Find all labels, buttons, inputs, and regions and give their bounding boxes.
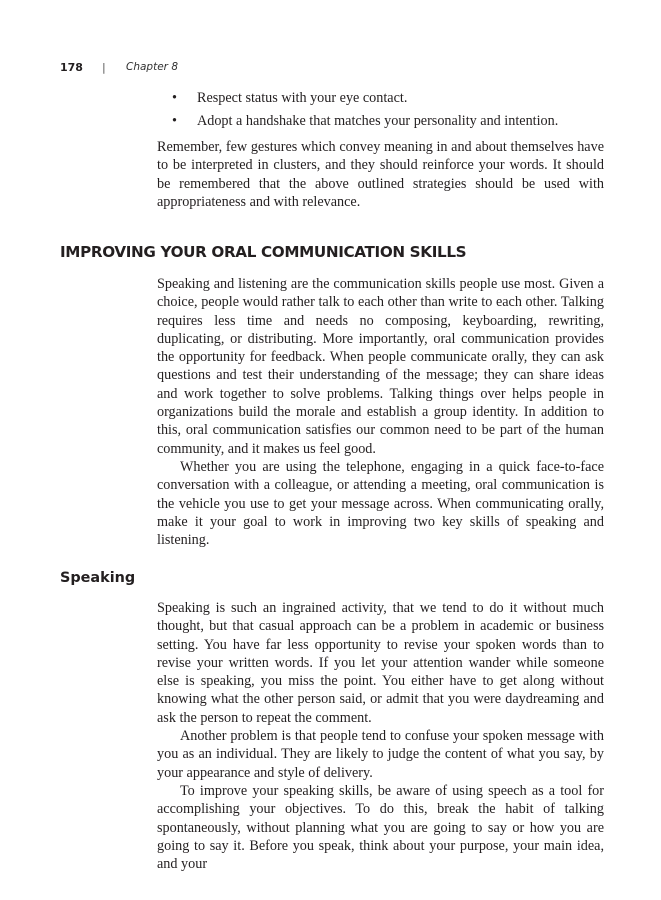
body-paragraph: Whether you are using the telephone, engaging in a quick face-to-face conversation with a colleague, or attending a meeting, oral communication is the vehicle you use to get your message across. When communicating orally, make it your goal to work in improving two key skills of speaking and listening.	[157, 458, 604, 549]
body-paragraph: Another problem is that people tend to confuse your spoken message with you as an individual. They are likely to judge the content of what you say, by your appearance and style of delivery.	[157, 728, 604, 781]
chapter-label: Chapter 8	[126, 61, 178, 73]
subsection-body	[157, 599, 604, 873]
page-number: 178	[60, 60, 83, 74]
running-head	[60, 58, 178, 76]
bullet-text: Respect status with your eye contact.	[197, 90, 408, 106]
intro-paragraph: Remember, few gestures which convey meaning in and about themselves have to be interpreted in clusters, and they should reinforce your words. It should be remembered that the above outlined strategies should be used with appropriateness and with relevance.	[157, 139, 604, 210]
running-head-separator: |	[102, 60, 106, 74]
bullet-text: Adopt a handshake that matches your personality and intention.	[197, 113, 559, 130]
body-paragraph: To improve your speaking skills, be aware of using speech as a tool for accomplishing your objectives. To do this, break the habit of talking spontaneously, without planning what you are going to say or how you are going to say it. Before you speak, think about your purpose, your main idea, and your	[157, 782, 604, 873]
bullet-icon: •	[172, 113, 177, 130]
bullet-icon: •	[172, 90, 177, 106]
bullet-list	[172, 89, 612, 136]
subsection-heading: Speaking	[60, 570, 136, 586]
list-item	[172, 89, 612, 107]
body-paragraph: Speaking is such an ingrained activity, that we tend to do it without much thought, but that casual approach can be a problem in academic or business setting. You have far less opportunity to revise your spoken words than to revise your written words. If you let your attention wander while someone else is speaking, you miss the point. You either have to get along without knowing what the other person said, or admit that you were daydreaming and ask the person to repeat the comment.	[157, 600, 604, 726]
intro-block	[157, 138, 604, 211]
body-paragraph: Speaking and listening are the communication skills people use most. Given a choice, people would rather talk to each other than write to each other. Talking requires less time and needs no composing, keyboarding, rewriting, duplicating, or distributing. More importantly, oral communication provides the opportunity for feedback. When people communicate orally, they can ask questions and test their understanding of the message; they can share ideas and work together to solve problems. Talking things over helps people in organizations build the morale and establish a group identity. In addition to this, oral communication satisfies our common need to be part of the human community, and it makes us feel good.	[157, 276, 604, 457]
section-heading: IMPROVING YOUR ORAL COMMUNICATION SKILLS	[60, 243, 467, 261]
section-body	[157, 275, 604, 549]
list-item	[172, 112, 612, 130]
